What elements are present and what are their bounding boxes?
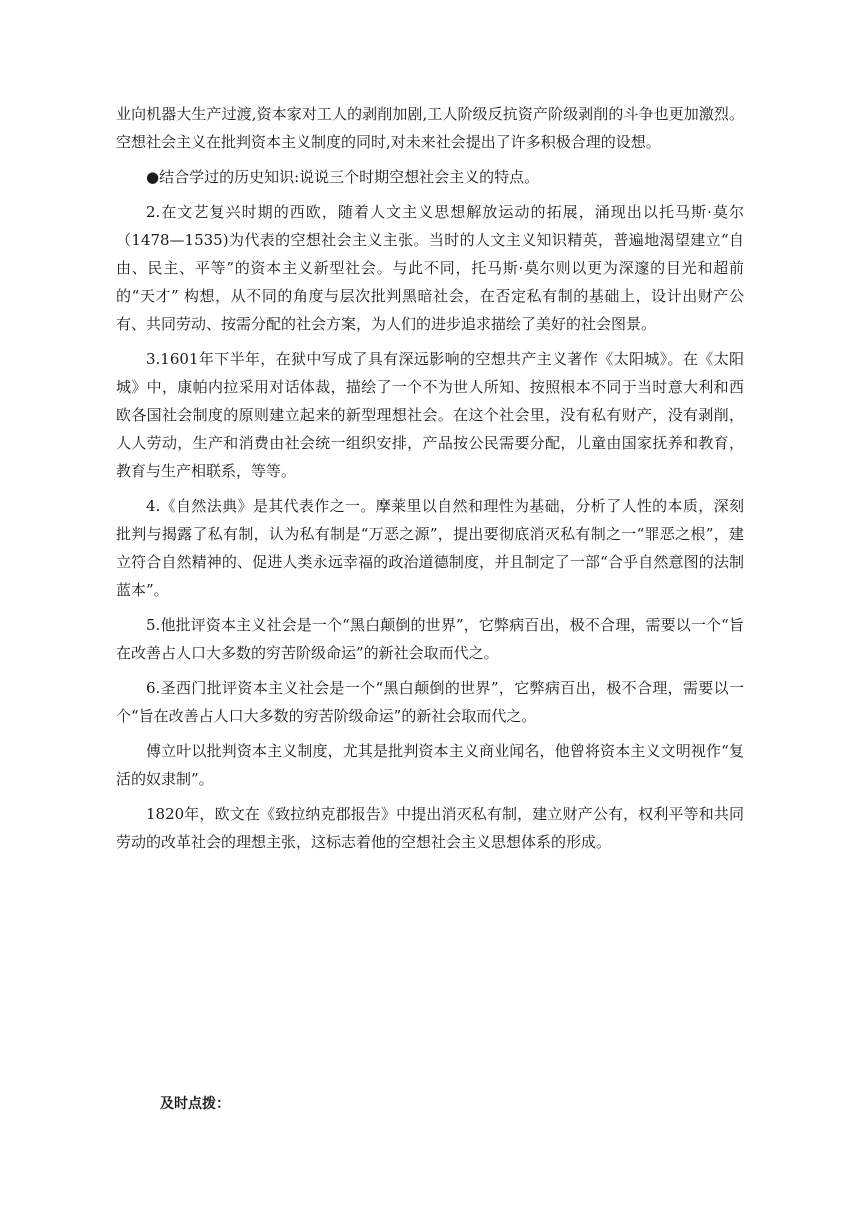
question-bullet: ●结合学过的历史知识:说说三个时期空想社会主义的特点。	[146, 168, 540, 186]
paragraph-owen: 1820年，欧文在《致拉纳克郡报告》中提出消灭私有制，建立财产公有，权利平等和共同劳动的改革社会的理想主张，这标志着他的空想社会主义思想体系的形成。	[116, 805, 744, 851]
tip-label: 及时点拨：	[160, 1096, 230, 1112]
paragraph-fourier: 傅立叶以批判资本主义制度，尤其是批判资本主义商业闻名，他曾将资本主义文明视作“复活的奴隶制”。	[116, 742, 744, 788]
paragraph-6-saint-simon: 6.圣西门批评资本主义社会是一个“黑白颠倒的世界”，它弊病百出，极不合理，需要以一个“旨在改善占人口大多数的穷苦阶级命运”的新社会取而代之。	[116, 679, 744, 725]
paragraph-continuation: 业向机器大生产过渡,资本家对工人的剥削加剧,工人阶级反抗资产阶级剥削的斗争也更加激烈。空想社会主义在批判资本主义制度的同时,对未来社会提出了许多积极合理的设想。	[116, 105, 744, 151]
paragraph-4-code-of-nature: 4.《自然法典》是其代表作之一。摩莱里以自然和理性为基础，分析了人性的本质，深刻批判与揭露了私有制，认为私有制是“万恶之源”，提出要彻底消灭私有制之一“罪恶之根”，建立符合自然精神的、促进人类永远幸福的政治道德制度，并且制定了一部“合乎自然意图的法制蓝本”。	[116, 497, 744, 599]
paragraph-5: 5.他批评资本主义社会是一个“黑白颠倒的世界”，它弊病百出，极不合理，需要以一个“旨在改善占人口大多数的穷苦阶级命运”的新社会取而代之。	[116, 616, 744, 662]
paragraph-3-city-of-sun: 3.1601年下半年，在狱中写成了具有深远影响的空想共产主义著作《太阳城》。在《太阳城》中，康帕内拉采用对话体裁，描绘了一个不为世人所知、按照根本不同于当时意大利和西欧各国社会制度的原则建立起来的新型理想社会。在这个社会里，没有私有财产，没有剥削，人人劳动，生产和消费由社会统一组织安排，产品按公民需要分配，儿童由国家抚养和教育，教育与生产相联系，等等。	[116, 350, 744, 480]
document-body	[116, 100, 744, 863]
paragraph-2-thomas-more: 2.在文艺复兴时期的西欧，随着人文主义思想解放运动的拓展，涌现出以托马斯·莫尔（1478—1535)为代表的空想社会主义主张。当时的人文主义知识精英，普遍地渴望建立“自由、民主、平等”的资本主义新型社会。与此不同，托马斯·莫尔则以更为深邃的目光和超前的“天才” 构想，从不同的角度与层次批判黑暗社会，在否定私有制的基础上，设计出财产公有、共同劳动、按需分配的社会方案，为人们的进步追求描绘了美好的社会图景。	[116, 203, 744, 333]
